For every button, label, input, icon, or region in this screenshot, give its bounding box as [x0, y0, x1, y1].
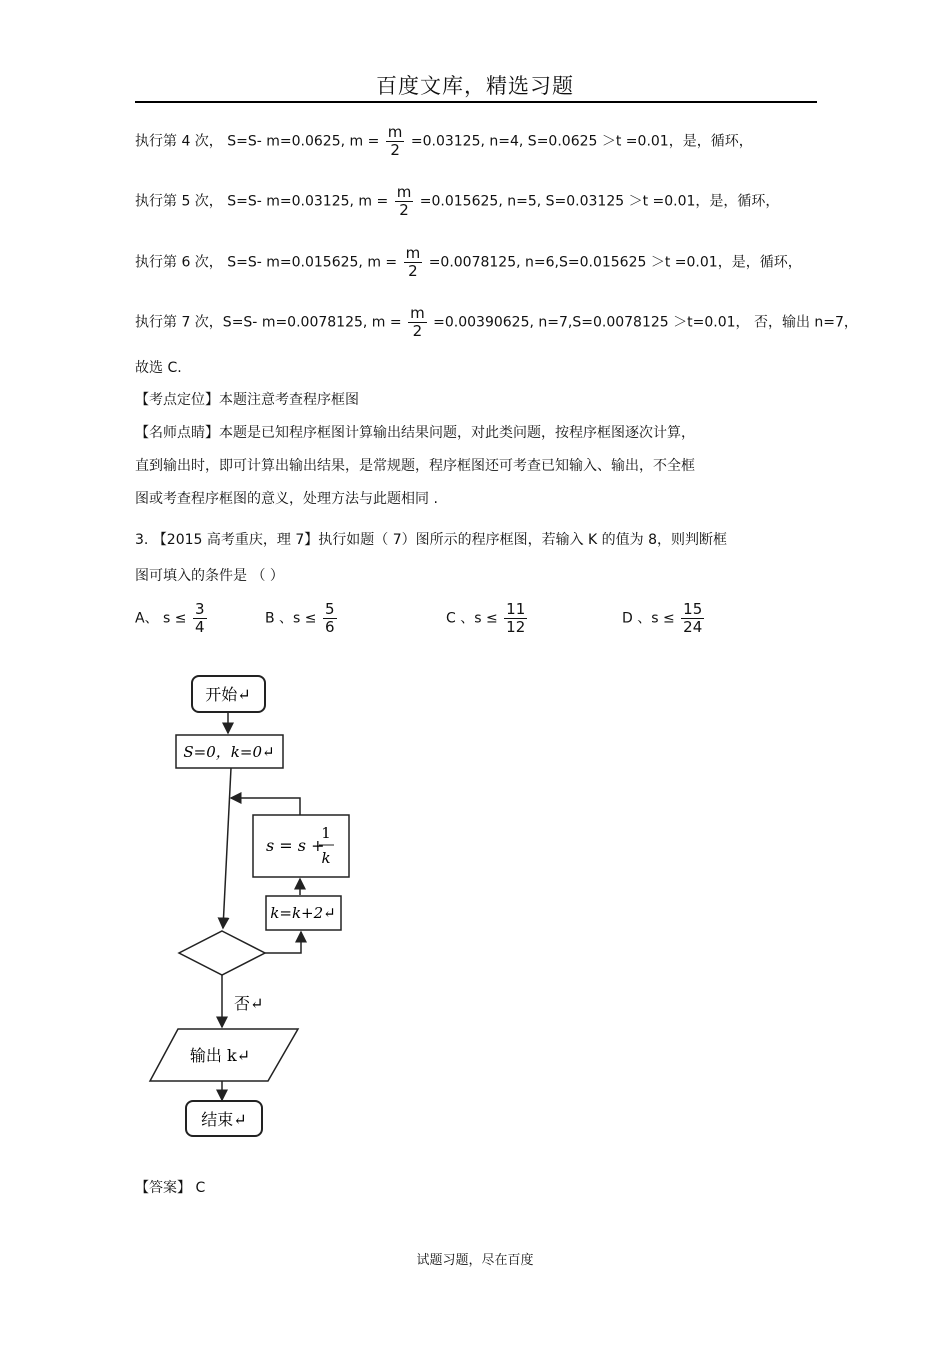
fraction-m-over-2: $\frac{m}{2}$ — [387, 123, 403, 159]
option-b-fraction: $\frac{5}{6}$ — [324, 600, 335, 636]
update-k-label: k=k+2↵ — [270, 904, 336, 922]
option-c-fraction: $\frac{11}{12}$ — [506, 600, 526, 636]
start-label: 开始↵ — [205, 685, 251, 704]
option-b-label: B 、s ≤ — [265, 610, 317, 627]
option-c-label: C 、s ≤ — [446, 610, 498, 627]
arrow-decision-yes — [265, 932, 301, 953]
fraction-m-over-2: $\frac{m}{2}$ — [405, 244, 421, 280]
step-text-pre: 执行第 5 次， S=S- m=0.03125, m = — [135, 193, 389, 210]
question-line-2: 图可填入的条件是 （ ） — [135, 568, 284, 584]
arrow-init-decision — [223, 768, 231, 928]
step-text-post: =0.0078125, n=6,S=0.015625 ＞t =0.01，是，循环， — [428, 254, 802, 271]
end-label: 结束↵ — [201, 1110, 247, 1129]
kaodian-text: 【考点定位】本题注意考查程序框图 — [135, 392, 359, 408]
update-s-lhs: s = s + — [266, 836, 325, 855]
option-a-fraction: $\frac{3}{4}$ — [194, 600, 205, 636]
page-footer: 试题习题，尽在百度 — [416, 1253, 534, 1268]
output-label: 输出 k↵ — [189, 1046, 251, 1065]
mingshi-line-1: 【名师点睛】本题是已知程序框图计算输出结果问题，对此类问题，按程序框图逐次计算， — [135, 425, 695, 441]
option-d-label: D 、s ≤ — [622, 610, 675, 627]
init-label: S=0，k=0↵ — [183, 743, 275, 761]
fraction-m-over-2: $\frac{m}{2}$ — [410, 304, 425, 340]
step-text-post: =0.03125, n=4, S=0.0625 ＞t =0.01，是，循环， — [410, 133, 753, 150]
page-header-title: 百度文库，精选习题 — [376, 74, 574, 98]
no-label: 否↵ — [234, 994, 264, 1013]
mingshi-line-3: 图或考查程序框图的意义，处理方法与此题相同 . — [135, 491, 438, 507]
option-d-fraction: $\frac{15}{24}$ — [683, 600, 703, 636]
answer-text: 【答案】 C — [135, 1180, 206, 1196]
mingshi-line-2: 直到输出时，即可计算出输出结果，是常规题，程序框图还可考查已知输入、输出，不全框 — [135, 458, 695, 474]
step-text-pre: 执行第 7 次，S=S- m=0.0078125, m = — [135, 314, 402, 331]
conclusion-text: 故选 C. — [135, 360, 182, 376]
option-a-label: A、 s ≤ — [135, 610, 187, 627]
decision-diamond — [179, 931, 265, 975]
update-s-denominator: k — [321, 849, 331, 867]
arrow-loop-back — [231, 798, 300, 815]
question-line-1: 3. 【2015 高考重庆，理 7】执行如题（ 7）图所示的程序框图，若输入 K 的值为 8，则判断框 — [135, 532, 728, 548]
step-text-post: =0.00390625, n=7,S=0.0078125 ＞t=0.01， 否，输出 n=7， — [433, 314, 858, 331]
fraction-m-over-2: $\frac{m}{2}$ — [396, 183, 412, 219]
update-s-numerator: 1 — [321, 824, 331, 842]
step-text-pre: 执行第 6 次， S=S- m=0.015625, m = — [135, 254, 398, 271]
step-text-pre: 执行第 4 次， S=S- m=0.0625, m = — [135, 133, 380, 150]
step-text-post: =0.015625, n=5, S=0.03125 ＞t =0.01，是，循环， — [419, 193, 780, 210]
